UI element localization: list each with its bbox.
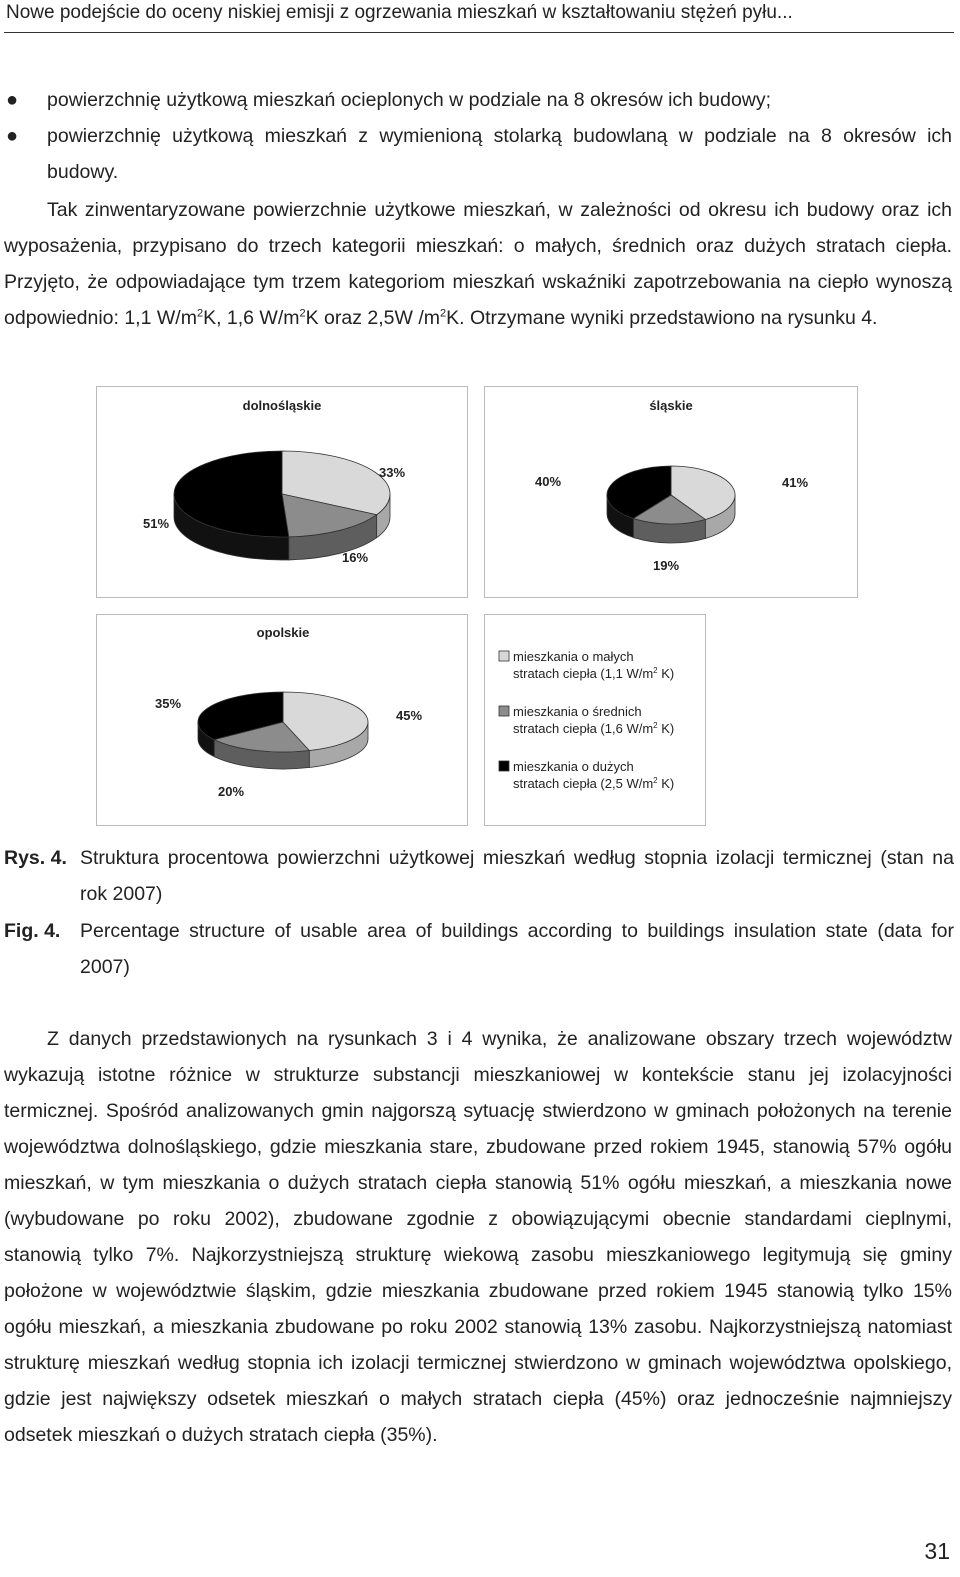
figure-caption-pl bbox=[4, 840, 954, 912]
legend-label: mieszkania o małych bbox=[513, 649, 634, 664]
pie-chart-dolnoslaskie bbox=[97, 387, 467, 597]
paragraph-analysis: Z danych przedstawionych na rysunkach 3 i 4 wynika, że analizowane obszary trzech województw wykazują istotne różnice w strukturze substancji mieszkaniowej w kontekście stanu jej izolacyjności termicznej. Spośród analizowanych gmin najgorszą sytuację stwierdzono w gminach położonych na terenie województwa dolnośląskiego, gdzie mieszkania stare, zbudowane przed rokiem 1945, stanowią 57% ogółu mieszkań, w tym mieszkania o dużych stratach ciepła stanowią 51% ogółu mieszkań, a mieszkania nowe (wybudowane po roku 2002), zbudowane zgodnie z obowiązującymi obecnie standardami cieplnymi, stanowią tylko 7%. Najkorzystniejszą strukturę wiekową zasobu mieszkaniowego legitymują się gminy położone w województwie śląskim, gdzie mieszkania zbudowane przed rokiem 1945 stanowią tylko 15% ogółu mieszkań, a mieszkania zbudowane po roku 2002 stanowią 13% zasobu. Najkorzystniejszą natomiast strukturę mieszkań według stopnia ich izolacji termicznej stwierdzono w gminach województwa opolskiego, gdzie jest największy odsetek mieszkań o małych stratach ciepła (45%) oraz jednocześnie najmniejszy odsetek mieszkań o dużych stratach ciepła (35%). bbox=[4, 1028, 952, 1446]
slice-label-medium: 16% bbox=[341, 550, 369, 565]
list-item-text: powierzchnię użytkową mieszkań ocieplonych w podziale na 8 okresów ich budowy; bbox=[47, 89, 772, 111]
caption-label: Rys. 4. bbox=[4, 847, 67, 869]
legend-swatch bbox=[499, 761, 509, 771]
chart-panel-slaskie bbox=[484, 386, 858, 598]
legend-label-line2: stratach ciepła (1,6 $W/m^2$ K) bbox=[513, 721, 675, 736]
chart-legend bbox=[484, 614, 706, 826]
chart-panel-dolnoslaskie bbox=[96, 386, 468, 598]
legend-label: mieszkania o dużych bbox=[513, 759, 634, 774]
legend-item-small bbox=[499, 649, 674, 681]
legend-item-large bbox=[499, 759, 674, 791]
slice-label-small: 45% bbox=[395, 708, 423, 723]
paragraph-intro: Tak zinwentaryzowane powierzchnie użytkowe mieszkań, w zależności od okresu ich budowy oraz ich wyposażenia, przypisano do trzech kategorii mieszkań: o małych, średnich oraz dużych stratach ciepła. Przyjęto, że odpowiadające tym trzem kategoriom mieszkań wskaźniki zapotrzebowania na ciepło wynoszą odpowiednio: 1,1 $W/m^2K$, 1,6 $W/m^2K$ oraz 2,5W $/m^2K$. Otrzymane wyniki przedstawiono na rysunku 4. bbox=[4, 199, 952, 329]
chart-panel-opolskie bbox=[96, 614, 468, 826]
slice-label-medium: 20% bbox=[217, 784, 245, 799]
page-number: 31 bbox=[924, 1538, 950, 1564]
chart-title: śląskie bbox=[649, 398, 693, 413]
chart-title: dolnośląskie bbox=[242, 398, 322, 413]
legend-item-medium bbox=[499, 704, 674, 736]
pie-chart-opolskie bbox=[97, 615, 467, 825]
legend-label: mieszkania o średnich bbox=[513, 704, 642, 719]
slice-label-large: 35% bbox=[154, 696, 182, 711]
caption-text: Struktura procentowa powierzchni użytkowej mieszkań według stopnia izolacji termicznej (stan na rok 2007) bbox=[80, 847, 954, 905]
slice-label-medium: 19% bbox=[652, 558, 680, 573]
slice-label-large: 51% bbox=[142, 516, 170, 531]
header-divider bbox=[4, 32, 954, 33]
bullet-icon: ● bbox=[6, 89, 19, 111]
legend-label-line2: stratach ciepła (1,1 $W/m^2$ K) bbox=[513, 666, 675, 681]
slice-label-large: 40% bbox=[534, 474, 562, 489]
caption-label: Fig. 4. bbox=[4, 920, 61, 942]
pie-chart-slaskie bbox=[485, 387, 857, 597]
legend-svg bbox=[485, 615, 705, 825]
legend-swatch bbox=[499, 651, 509, 661]
list-item-text: powierzchnię użytkową mieszkań z wymienioną stolarką budowlaną w podziale na 8 okresów ich budowy. bbox=[47, 125, 952, 183]
caption-text: Percentage structure of usable area of buildings according to buildings insulation state (data for 2007) bbox=[80, 920, 954, 978]
figure-caption-en bbox=[4, 913, 954, 985]
bullet-icon: ● bbox=[6, 125, 19, 147]
slice-label-small: 33% bbox=[378, 465, 406, 480]
legend-label-line2: stratach ciepła (2,5 $W/m^2$ K) bbox=[513, 776, 675, 791]
legend-swatch bbox=[499, 706, 509, 716]
running-header: Nowe podejście do oceny niskiej emisji z ogrzewania mieszkań w kształtowaniu stężeń pyłu... bbox=[6, 2, 793, 23]
slice-label-small: 41% bbox=[781, 475, 809, 490]
chart-title: opolskie bbox=[256, 625, 310, 640]
